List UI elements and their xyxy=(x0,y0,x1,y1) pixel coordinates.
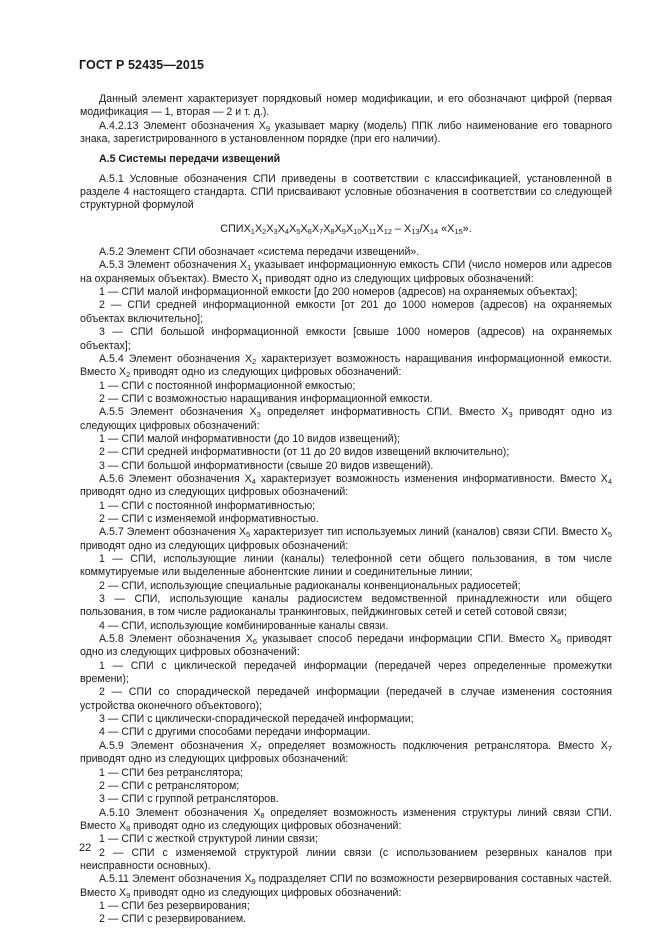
paragraph: А.5.3 Элемент обозначения $Х_1$ указывает информационную емкость СПИ (число номеров или адресов на охраняемых объектах). Вместо $Х_1$ приводят одно из следующих цифровых обозначений: xyxy=(80,259,613,286)
paragraph: 2 — СПИ с возможностью наращивания информационной емкости. xyxy=(99,392,433,405)
paragraph: 1 — СПИ малой информационной емкости [до 200 номеров (адресов) на охраняемых объектах]; xyxy=(99,286,578,299)
paragraph: А.5.10 Элемент обозначения $Х_8$ определяет возможность изменения структуры линий связи СПИ. Вместо $Х_8$ приводят одно из следующих цифровых обозначений: xyxy=(80,806,612,833)
subscript-index: 14 xyxy=(429,226,439,236)
subscript-index: 2 xyxy=(252,356,257,366)
paragraph: 2 — СПИ с изменяемой структурой линии связи (с использованием резервных каналов при неисправности основных). xyxy=(80,846,612,872)
subscript-index: 1 xyxy=(258,276,263,286)
subscript-index: 4 xyxy=(284,226,290,236)
subscript-index: 2 xyxy=(126,370,131,380)
paragraph: А.5.6 Элемент обозначения $Х_4$ характеризует возможность изменения информативности. Вместо $Х_4$ приводят одно из следующих цифровых обозначений: xyxy=(80,472,612,499)
subscript-index: 5 xyxy=(607,530,612,540)
paragraph: А.5.8 Элемент обозначения $Х_6$ указывает способ передачи информации СПИ. Вместо $Х_6$ приводят одно из следующих цифровых обозначений: xyxy=(80,633,612,659)
paragraph: 1 — СПИ с циклической передачей информации (передачей через определенные промежутки времени); xyxy=(80,659,612,686)
subscript-index: 1 xyxy=(246,263,252,273)
subscript-index: 4 xyxy=(607,476,612,486)
subscript-index: 5 xyxy=(246,530,251,540)
subscript-index: 6 xyxy=(252,637,257,647)
subscript-index: 6 xyxy=(557,637,562,647)
subscript-index: 1 xyxy=(250,226,255,236)
subscript-index: 5 xyxy=(296,226,301,236)
paragraph: 3 — СПИ, использующие каналы радиосистем ведомственной принадлежности или общего пользования, в том числе радиоканалы транкинговых, пейджинговых сетей и сетей сотовой связи; xyxy=(80,593,612,619)
subscript-index: 6 xyxy=(307,226,312,236)
subscript-index: 8 xyxy=(330,226,335,236)
page-number: 22 xyxy=(79,842,92,854)
paragraph: А.5.11 Элемент обозначения $Х_9$ подразделяет СПИ по возможности резервирования составных частей. Вместо $Х_9$ приводят одно из следующих цифровых обозначений: xyxy=(80,873,613,900)
paragraph: 1 — СПИ малой информативности (до 10 видов извещений); xyxy=(99,432,401,445)
subscript-index: 2 xyxy=(262,226,267,236)
subscript-index: 9 xyxy=(265,123,271,133)
paragraph: 1 — СПИ с постоянной информативностью; xyxy=(99,499,316,512)
paragraph: 2 — СПИ средней информативности (от 11 до 20 видов извещений включительно); xyxy=(99,446,510,459)
subscript-index: 3 xyxy=(256,410,261,420)
paragraph: 2 — СПИ с изменяемой информативностью. xyxy=(99,512,319,525)
paragraph: 1 — СПИ с постоянной информационной емкостью; xyxy=(99,379,356,392)
paragraph: А.4.2.13 Элемент обозначения $Х_9$ указывает марку (модель) ППК либо наименование его товарного знака, зарегистрированного в установленном порядке (при его наличии). xyxy=(80,119,612,146)
paragraph: 4 — СПИ, использующие комбинированные каналы связи. xyxy=(99,619,389,632)
paragraph: 4 — СПИ с другими способами передачи информации. xyxy=(99,726,371,739)
paragraph: А.5.2 Элемент СПИ обозначает «система передачи извещений». xyxy=(99,246,420,259)
paragraph: А.5.7 Элемент обозначения $Х_5$ характеризует тип используемых линий (каналов) связи СПИ. Вместо $Х_5$ приводят одно из следующих цифровых обозначений: xyxy=(80,526,612,552)
paragraph: Данный элемент характеризует порядковый номер модификации, и его обозначают цифрой (первая модификация — 1, вторая — 2 и т. д.). xyxy=(80,93,612,119)
paragraph: 2 — СПИ средней информационной емкости [от 201 до 1000 номеров (адресов) на охраняемых объектах включительно]; xyxy=(80,299,612,325)
paragraph: 2 — СПИ со спорадической передачей информации (передачей в случае изменения состояния устройства оконечного объектового); xyxy=(80,686,612,712)
subscript-index: 13 xyxy=(411,226,420,236)
subscript-index: 9 xyxy=(251,877,256,887)
paragraph: 1 — СПИ, использующие линии (каналы) телефонной сети общего пользования, в том числе коммутируемые или выделенные абонентские линии и соединительные линии; xyxy=(80,553,612,579)
paragraph: А.5.4 Элемент обозначения $Х_2$ характеризует возможность наращивания информационной емкости. Вместо $Х_2$ приводят одно из следующих цифровых обозначений: xyxy=(80,352,613,380)
paragraph: 1 — СПИ без ретранслятора; xyxy=(99,766,244,779)
document-body xyxy=(80,93,612,927)
subscript-index: 9 xyxy=(126,890,131,900)
section-heading: А.5 Системы передачи извещений xyxy=(99,153,281,166)
paragraph: 1 — СПИ с жесткой структурой линии связи; xyxy=(99,833,318,846)
paragraph: А.5.1 Условные обозначения СПИ приведены в соответствии с классификацией, установленной в разделе 4 настоящего стандарта. СПИ присваивают условные обозначения в соответствии со следующей структурной формулой xyxy=(80,172,612,212)
paragraph: 3 — СПИ большой информационной емкости [свыше 1000 номеров (адресов) на охраняемых объектах]; xyxy=(80,326,612,352)
subscript-index: 11 xyxy=(368,226,377,236)
subscript-index: 7 xyxy=(607,743,612,753)
paragraph: 3 — СПИ с циклически-спорадической передачей информации; xyxy=(99,713,414,726)
subscript-index: 7 xyxy=(319,226,324,236)
subscript-index: 8 xyxy=(126,823,131,833)
subscript-index: 10 xyxy=(353,226,362,236)
paragraph: 1 — СПИ без резервирования; xyxy=(99,899,250,912)
paragraph: 3 — СПИ большой информативности (свыше 20 видов извещений). xyxy=(99,459,434,472)
subscript-index: 3 xyxy=(273,226,278,236)
paragraph: 3 — СПИ с группой ретрансляторов. xyxy=(99,793,279,806)
document-header: ГОСТ Р 52435—2015 xyxy=(79,58,205,72)
subscript-index: 7 xyxy=(257,743,262,753)
paragraph: А.5.9 Элемент обозначения $Х_7$ определяет возможность подключения ретранслятора. Вместо $Х_7$ приводят одно из следующих цифровых обозначений: xyxy=(80,739,612,766)
subscript-index: 8 xyxy=(260,810,265,820)
subscript-index: 15 xyxy=(454,226,463,236)
subscript-index: 9 xyxy=(341,226,346,236)
paragraph: 2 — СПИ с резервированием. xyxy=(99,913,247,926)
structural-formula: $СПИХ_1Х_2Х_3Х_4Х_5Х_6Х_7Х_8Х_9Х_{10}Х_{11}Х_{12} - Х_{13}/Х_{14}$ «$Х_{15}$». xyxy=(220,222,472,236)
paragraph: 2 — СПИ с ретранслятором; xyxy=(99,779,240,792)
paragraph: 2 — СПИ, использующие специальные радиоканалы конвенциональных радиосетей; xyxy=(99,579,521,592)
subscript-index: 4 xyxy=(251,476,256,486)
paragraph: А.5.5 Элемент обозначения $Х_3$ определяет информативность СПИ. Вместо $Х_3$ приводят одно из следующих цифровых обозначений: xyxy=(80,406,612,432)
subscript-index: 12 xyxy=(383,226,393,236)
subscript-index: 3 xyxy=(508,410,513,420)
